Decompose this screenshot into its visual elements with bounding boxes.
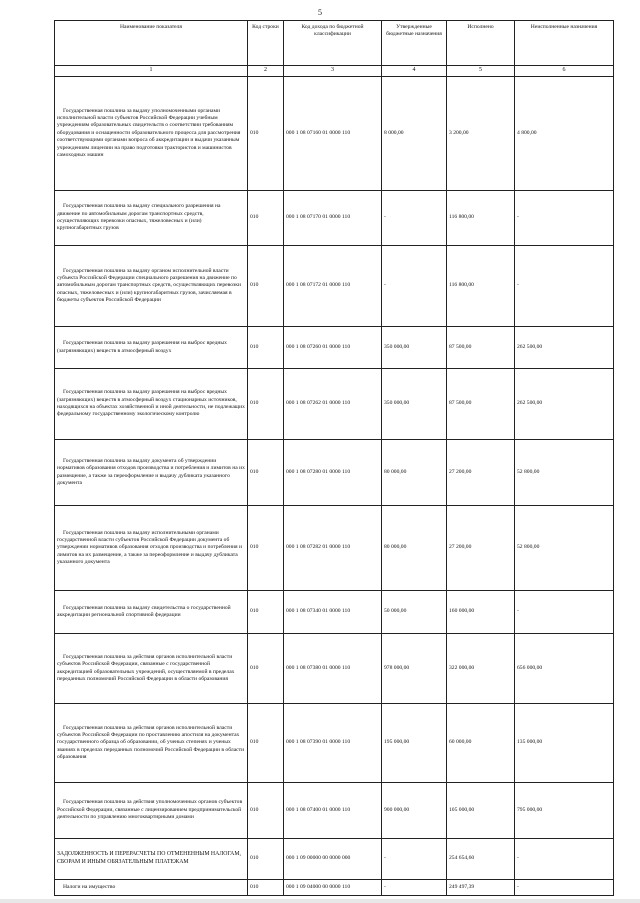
row-name: Государственная пошлина за выдачу уполномоченными органами исполнительной власти субъектов Российской Федерации учебным учреждениям образовательных свидетельств о соответствии требованиям оборудования и оснащенности образовательного процесса для рассмотрения соответствующими органами вопроса об аккредитации и выдачи указанным учреждениям лицензии на право подготовки трактористов и машинистов самоходных машин	[57, 107, 241, 158]
row-code: 000 1 08 07160 01 0000 110	[284, 77, 382, 191]
row-code: 000 1 09 04000 00 0000 110	[284, 880, 382, 896]
row-unexecuted: -	[515, 246, 614, 327]
table-row	[55, 783, 614, 839]
row-executed: 105 000,00	[447, 783, 515, 839]
row-name: Государственная пошлина за действия органов исполнительной власти субъектов Российской Федерации, связанные с государственной аккредитацией образовательных учреждений, осуществляемой в пределах переданных полномочий Российской Федерации в области образования	[57, 653, 235, 682]
row-unexecuted: -	[515, 880, 614, 896]
row-code: 000 1 08 07262 01 0000 110	[284, 369, 382, 440]
table-row	[55, 191, 614, 246]
page-bottom-edge	[0, 899, 640, 903]
row-executed: 87 500,00	[447, 369, 515, 440]
row-executed: 3 200,00	[447, 77, 515, 191]
table-row	[55, 591, 614, 634]
table-row	[55, 704, 614, 783]
row-line: 010	[248, 839, 284, 880]
row-approved: 80 000,00	[382, 506, 447, 591]
row-line: 010	[248, 369, 284, 440]
row-approved: 195 000,00	[382, 704, 447, 783]
header-line-code: Код строки	[248, 21, 284, 66]
column-number: 2	[248, 66, 284, 77]
row-name: Государственная пошлина за выдачу документа об утверждении нормативов образования отходов производства и потребления и лимитов на их размещение, а также за переоформление и выдачу дубликата указанного документа	[57, 457, 245, 486]
row-approved: 50 000,00	[382, 591, 447, 634]
row-approved: -	[382, 880, 447, 896]
column-number: 5	[447, 66, 515, 77]
column-number: 3	[284, 66, 382, 77]
row-code: 000 1 08 07282 01 0000 110	[284, 506, 382, 591]
row-line: 010	[248, 506, 284, 591]
row-code: 000 1 08 07390 01 0000 110	[284, 704, 382, 783]
row-executed: 27 200,00	[447, 440, 515, 506]
row-unexecuted: 4 800,00	[515, 77, 614, 191]
row-line: 010	[248, 77, 284, 191]
row-approved: 900 000,00	[382, 783, 447, 839]
row-executed: 322 000,00	[447, 634, 515, 704]
column-number: 6	[515, 66, 614, 77]
table-row	[55, 246, 614, 327]
column-number: 4	[382, 66, 447, 77]
row-name: Государственная пошлина за выдачу разрешения на выброс вредных (загрязняющих) веществ в атмосферный воздух	[57, 340, 227, 354]
row-code: 000 1 08 07400 01 0000 110	[284, 783, 382, 839]
row-approved: -	[382, 246, 447, 327]
row-name: Государственная пошлина за выдачу разрешения на выброс вредных (загрязняющих) веществ в атмосферный воздух стационарных источников, находящихся на объектах хозяйственной и иной деятельности, не подлежащих федеральному государственному экологическому контролю	[57, 389, 245, 418]
column-number: 1	[55, 66, 248, 77]
row-code: 000 1 08 07172 01 0000 110	[284, 246, 382, 327]
row-executed: 116 800,00	[447, 246, 515, 327]
row-name: ЗАДОЛЖЕННОСТЬ И ПЕРЕРАСЧЕТЫ ПО ОТМЕНЕННЫМ НАЛОГАМ, СБОРАМ И ИНЫМ ОБЯЗАТЕЛЬНЫМ ПЛАТЕЖАМ	[57, 851, 241, 865]
row-unexecuted: 262 500,00	[515, 327, 614, 369]
row-code: 000 1 08 07340 01 0000 110	[284, 591, 382, 634]
row-line: 010	[248, 880, 284, 896]
row-approved: -	[382, 191, 447, 246]
header-indicator-name: Наименование показателя	[55, 21, 248, 66]
row-line: 010	[248, 704, 284, 783]
header-executed: Исполнено	[447, 21, 515, 66]
header-unexecuted: Неисполненные назначения	[515, 21, 614, 66]
column-numbers-row	[55, 66, 614, 77]
page-number: 5	[318, 8, 322, 17]
table-row	[55, 369, 614, 440]
row-unexecuted: -	[515, 591, 614, 634]
row-unexecuted: -	[515, 839, 614, 880]
row-unexecuted: 135 000,00	[515, 704, 614, 783]
row-executed: 160 000,00	[447, 591, 515, 634]
table-row	[55, 839, 614, 880]
row-executed: 249 497,39	[447, 880, 515, 896]
row-approved: 350 000,00	[382, 327, 447, 369]
row-unexecuted: 52 800,00	[515, 440, 614, 506]
row-code: 000 1 09 00000 00 0000 000	[284, 839, 382, 880]
row-line: 010	[248, 327, 284, 369]
row-executed: 254 654,60	[447, 839, 515, 880]
row-executed: 87 500,00	[447, 327, 515, 369]
table-row	[55, 506, 614, 591]
row-executed: 60 000,00	[447, 704, 515, 783]
row-code: 000 1 08 07380 01 0000 110	[284, 634, 382, 704]
row-approved: 978 000,00	[382, 634, 447, 704]
row-executed: 27 200,00	[447, 506, 515, 591]
row-name: Государственная пошлина за выдачу свидетельства о государственной аккредитации региональной спортивной федерации	[57, 604, 231, 618]
table-row	[55, 880, 614, 896]
row-code: 000 1 08 07170 01 0000 110	[284, 191, 382, 246]
row-name: Государственная пошлина за выдачу специального разрешения на движение по автомобильным дорогам транспортных средств, осуществляющих перевозки опасных, тяжеловесных и (или) крупногабаритных грузов	[57, 203, 221, 232]
header-row	[55, 21, 614, 66]
row-code: 000 1 08 07260 01 0000 110	[284, 327, 382, 369]
row-approved: -	[382, 839, 447, 880]
row-name: Государственная пошлина за действия уполномоченных органов субъектов Российской Федерации, связанные с лицензированием предпринимательской деятельности по управлению многоквартирными домами	[57, 799, 243, 821]
row-approved: 350 000,00	[382, 369, 447, 440]
row-line: 010	[248, 591, 284, 634]
row-approved: 8 000,00	[382, 77, 447, 191]
row-unexecuted: 656 000,00	[515, 634, 614, 704]
table-row	[55, 77, 614, 191]
budget-execution-table	[54, 20, 614, 896]
header-approved: Утвержденные бюджетные назначения	[382, 21, 447, 66]
row-executed: 116 800,00	[447, 191, 515, 246]
row-name: Налоги на имущество	[63, 883, 116, 890]
header-budget-code: Код дохода по бюджетной классификации	[284, 21, 382, 66]
row-name: Государственная пошлина за выдачу исполнительными органами государственной власти субъектов Российской Федерации документа об утверждении нормативов образования отходов производства и потребления и лимитов на их размещение, а также за переоформление и выдачу дубликата указанного документа	[57, 529, 242, 566]
table-row	[55, 440, 614, 506]
row-line: 010	[248, 634, 284, 704]
row-line: 010	[248, 191, 284, 246]
table-row	[55, 634, 614, 704]
row-unexecuted: 52 800,00	[515, 506, 614, 591]
row-line: 010	[248, 783, 284, 839]
row-line: 010	[248, 440, 284, 506]
row-approved: 80 000,00	[382, 440, 447, 506]
row-name: Государственная пошлина за выдачу органом исполнительной власти субъекта Российской Федерации специального разрешения на движение по автомобильным дорогам транспортных средств, осуществляющих перевозки опасных, тяжеловесных и (или) крупногабаритных грузов, зачисляемая в бюджеты субъектов Российской Федерации	[57, 267, 241, 304]
row-code: 000 1 08 07280 01 0000 110	[284, 440, 382, 506]
row-line: 010	[248, 246, 284, 327]
table-row	[55, 327, 614, 369]
row-unexecuted: 795 000,00	[515, 783, 614, 839]
row-unexecuted: -	[515, 191, 614, 246]
row-name: Государственная пошлина за действия органов исполнительной власти субъектов Российской Федерации по проставлению апостиля на документах государственного образца об образовании, об ученых степенях и ученых званиях в пределах переданных полномочий Российской Федерации в области образования	[57, 724, 245, 761]
row-unexecuted: 262 500,00	[515, 369, 614, 440]
